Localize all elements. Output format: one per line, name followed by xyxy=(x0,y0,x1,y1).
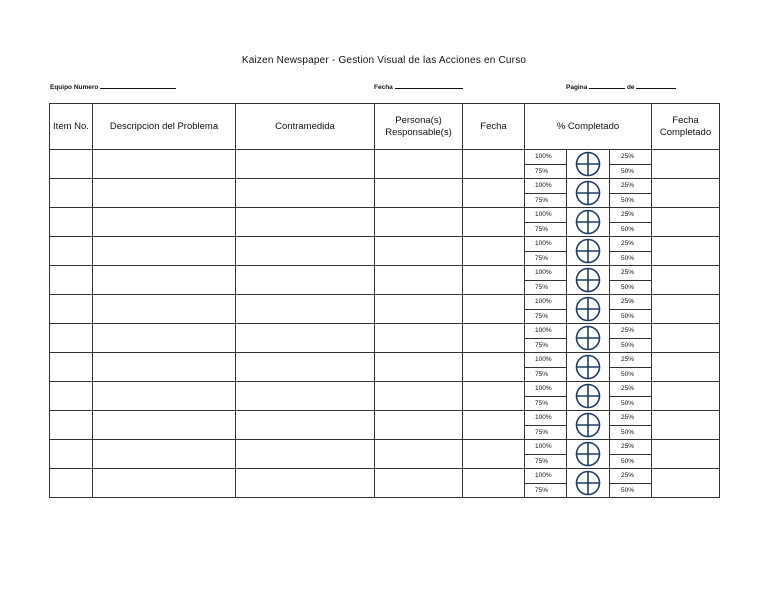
item-no-cell[interactable] xyxy=(50,353,93,382)
progress-right-labels xyxy=(609,295,651,323)
responsable-cell[interactable] xyxy=(375,266,463,295)
item-no-cell[interactable] xyxy=(50,469,93,498)
equipo-blank[interactable] xyxy=(100,82,176,89)
fecha-label: Fecha xyxy=(374,84,393,91)
progress-circle-holder xyxy=(567,440,609,468)
progress-right-labels xyxy=(609,150,651,178)
progress-right-labels xyxy=(609,208,651,236)
progress-circle-holder xyxy=(567,237,609,265)
fecha-cell[interactable] xyxy=(463,237,525,266)
pct-100-label[interactable]: 100% xyxy=(535,153,552,160)
pct-50-label[interactable]: 50% xyxy=(610,425,651,440)
responsable-cell[interactable] xyxy=(375,179,463,208)
progress-right-labels xyxy=(609,353,651,381)
table-row xyxy=(50,411,720,440)
pct-25-label[interactable]: 25% xyxy=(621,356,635,363)
item-no-cell[interactable] xyxy=(50,237,93,266)
pct-75-label[interactable]: 75% xyxy=(525,193,566,208)
progress-right-labels xyxy=(609,237,651,265)
item-no-cell[interactable] xyxy=(50,208,93,237)
pct-75-label[interactable]: 75% xyxy=(525,367,566,382)
descripcion-cell[interactable] xyxy=(93,353,236,382)
col-header-item-no: Item No. xyxy=(50,104,93,150)
contramedida-cell[interactable] xyxy=(236,411,375,440)
descripcion-cell[interactable] xyxy=(93,295,236,324)
progress-left-labels xyxy=(525,237,567,265)
quartered-circle-icon[interactable] xyxy=(575,209,601,235)
responsable-cell[interactable] xyxy=(375,237,463,266)
progress-widget xyxy=(525,150,651,178)
fecha-cell[interactable] xyxy=(463,295,525,324)
quartered-circle-icon[interactable] xyxy=(575,412,601,438)
progress-left-labels xyxy=(525,469,567,497)
pct-75-label[interactable]: 75% xyxy=(525,222,566,237)
table-row xyxy=(50,179,720,208)
progress-widget xyxy=(525,208,651,236)
quartered-circle-icon[interactable] xyxy=(575,151,601,177)
quartered-circle-icon[interactable] xyxy=(575,296,601,322)
quartered-circle-icon[interactable] xyxy=(575,470,601,496)
responsable-cell[interactable] xyxy=(375,382,463,411)
table-row xyxy=(50,295,720,324)
progress-circle-holder xyxy=(567,411,609,439)
item-no-cell[interactable] xyxy=(50,266,93,295)
progress-widget xyxy=(525,440,651,468)
header-row xyxy=(50,104,720,150)
table-row xyxy=(50,237,720,266)
quartered-circle-icon[interactable] xyxy=(575,238,601,264)
pagina-blank[interactable] xyxy=(589,82,625,89)
pct-50-label[interactable]: 50% xyxy=(610,280,651,295)
pct-25-label[interactable]: 25% xyxy=(621,153,635,160)
completado-cell xyxy=(525,440,652,469)
descripcion-cell[interactable] xyxy=(93,411,236,440)
fecha-cell[interactable] xyxy=(463,353,525,382)
pct-75-label[interactable]: 75% xyxy=(525,425,566,440)
quartered-circle-icon[interactable] xyxy=(575,354,601,380)
descripcion-cell[interactable] xyxy=(93,208,236,237)
progress-left-labels xyxy=(525,411,567,439)
progress-widget xyxy=(525,324,651,352)
contramedida-cell[interactable] xyxy=(236,382,375,411)
progress-circle-holder xyxy=(567,208,609,236)
pagina-field xyxy=(566,82,676,91)
completado-cell xyxy=(525,266,652,295)
quartered-circle-icon[interactable] xyxy=(575,441,601,467)
contramedida-cell[interactable] xyxy=(236,266,375,295)
progress-widget xyxy=(525,179,651,207)
pct-75-label[interactable]: 75% xyxy=(525,454,566,469)
col-header-descripcion: Descripcion del Problema xyxy=(93,104,236,150)
item-no-cell[interactable] xyxy=(50,179,93,208)
pct-50-label[interactable]: 50% xyxy=(610,396,651,411)
responsable-cell[interactable] xyxy=(375,208,463,237)
item-no-cell[interactable] xyxy=(50,382,93,411)
contramedida-cell[interactable] xyxy=(236,469,375,498)
table-row xyxy=(50,266,720,295)
item-no-cell[interactable] xyxy=(50,150,93,179)
fecha-blank[interactable] xyxy=(395,82,463,89)
responsable-cell[interactable] xyxy=(375,411,463,440)
quartered-circle-icon[interactable] xyxy=(575,325,601,351)
pct-100-label[interactable]: 100% xyxy=(535,211,552,218)
fecha-completado-cell[interactable] xyxy=(652,150,720,179)
completado-cell xyxy=(525,208,652,237)
descripcion-cell[interactable] xyxy=(93,237,236,266)
completado-cell xyxy=(525,179,652,208)
pct-25-label[interactable]: 25% xyxy=(621,327,635,334)
quartered-circle-icon[interactable] xyxy=(575,180,601,206)
fecha-completado-cell[interactable] xyxy=(652,353,720,382)
progress-circle-holder xyxy=(567,266,609,294)
pagina-label: Pagina xyxy=(566,84,588,91)
pct-25-label[interactable]: 25% xyxy=(621,182,635,189)
progress-right-labels xyxy=(609,440,651,468)
pct-25-label[interactable]: 25% xyxy=(621,298,635,305)
completado-cell xyxy=(525,469,652,498)
pct-50-label[interactable]: 50% xyxy=(610,338,651,353)
fecha-completado-cell[interactable] xyxy=(652,469,720,498)
table-row xyxy=(50,150,720,179)
pct-100-label[interactable]: 100% xyxy=(535,414,552,421)
pct-25-label[interactable]: 25% xyxy=(621,269,635,276)
pct-50-label[interactable]: 50% xyxy=(610,193,651,208)
pct-100-label[interactable]: 100% xyxy=(535,327,552,334)
table-row xyxy=(50,382,720,411)
responsable-cell[interactable] xyxy=(375,295,463,324)
pct-75-label[interactable]: 75% xyxy=(525,309,566,324)
table-row xyxy=(50,440,720,469)
pct-100-label[interactable]: 100% xyxy=(535,385,552,392)
responsable-cell[interactable] xyxy=(375,469,463,498)
completado-cell xyxy=(525,295,652,324)
pct-50-label[interactable]: 50% xyxy=(610,251,651,266)
progress-circle-holder xyxy=(567,295,609,323)
pct-100-label[interactable]: 100% xyxy=(535,182,552,189)
pct-100-label[interactable]: 100% xyxy=(535,443,552,450)
fecha-cell[interactable] xyxy=(463,324,525,353)
contramedida-cell[interactable] xyxy=(236,324,375,353)
fecha-cell[interactable] xyxy=(463,411,525,440)
progress-left-labels xyxy=(525,179,567,207)
table-row xyxy=(50,208,720,237)
fecha-completado-cell[interactable] xyxy=(652,382,720,411)
pct-50-label[interactable]: 50% xyxy=(610,483,651,498)
descripcion-cell[interactable] xyxy=(93,266,236,295)
contramedida-cell[interactable] xyxy=(236,353,375,382)
descripcion-cell[interactable] xyxy=(93,324,236,353)
table-row xyxy=(50,324,720,353)
fecha-completado-cell[interactable] xyxy=(652,295,720,324)
contramedida-cell[interactable] xyxy=(236,440,375,469)
progress-circle-holder xyxy=(567,150,609,178)
fecha-field xyxy=(374,82,463,91)
pct-25-label[interactable]: 25% xyxy=(621,211,635,218)
pct-50-label[interactable]: 50% xyxy=(610,309,651,324)
progress-circle-holder xyxy=(567,179,609,207)
progress-left-labels xyxy=(525,266,567,294)
fecha-completado-cell[interactable] xyxy=(652,266,720,295)
progress-left-labels xyxy=(525,324,567,352)
responsable-cell[interactable] xyxy=(375,150,463,179)
completado-cell xyxy=(525,324,652,353)
progress-right-labels xyxy=(609,179,651,207)
fecha-cell[interactable] xyxy=(463,440,525,469)
col-header-responsable: Persona(s) Responsable(s) xyxy=(375,104,463,150)
item-no-cell[interactable] xyxy=(50,440,93,469)
pct-50-label[interactable]: 50% xyxy=(610,222,651,237)
descripcion-cell[interactable] xyxy=(93,440,236,469)
pct-75-label[interactable]: 75% xyxy=(525,164,566,179)
fecha-cell[interactable] xyxy=(463,382,525,411)
progress-left-labels xyxy=(525,382,567,410)
completado-cell xyxy=(525,237,652,266)
pct-100-label[interactable]: 100% xyxy=(535,269,552,276)
pct-25-label[interactable]: 25% xyxy=(621,240,635,247)
descripcion-cell[interactable] xyxy=(93,382,236,411)
descripcion-cell[interactable] xyxy=(93,150,236,179)
pct-75-label[interactable]: 75% xyxy=(525,483,566,498)
pct-75-label[interactable]: 75% xyxy=(525,251,566,266)
pct-100-label[interactable]: 100% xyxy=(535,356,552,363)
pct-50-label[interactable]: 50% xyxy=(610,367,651,382)
progress-left-labels xyxy=(525,353,567,381)
responsable-cell[interactable] xyxy=(375,440,463,469)
descripcion-cell[interactable] xyxy=(93,179,236,208)
pct-100-label[interactable]: 100% xyxy=(535,240,552,247)
col-header-completado: % Completado xyxy=(525,104,652,150)
progress-circle-holder xyxy=(567,353,609,381)
item-no-cell[interactable] xyxy=(50,411,93,440)
progress-left-labels xyxy=(525,295,567,323)
progress-widget xyxy=(525,382,651,410)
progress-right-labels xyxy=(609,324,651,352)
progress-left-labels xyxy=(525,208,567,236)
contramedida-cell[interactable] xyxy=(236,179,375,208)
completado-cell xyxy=(525,382,652,411)
fecha-completado-cell[interactable] xyxy=(652,440,720,469)
progress-widget xyxy=(525,469,651,497)
progress-circle-holder xyxy=(567,382,609,410)
fecha-completado-cell[interactable] xyxy=(652,208,720,237)
fecha-cell[interactable] xyxy=(463,179,525,208)
progress-right-labels xyxy=(609,266,651,294)
pct-100-label[interactable]: 100% xyxy=(535,298,552,305)
table-row xyxy=(50,353,720,382)
pct-25-label[interactable]: 25% xyxy=(621,385,635,392)
progress-right-labels xyxy=(609,382,651,410)
progress-widget xyxy=(525,353,651,381)
responsable-cell[interactable] xyxy=(375,324,463,353)
progress-circle-holder xyxy=(567,469,609,497)
progress-widget xyxy=(525,237,651,265)
contramedida-cell[interactable] xyxy=(236,208,375,237)
progress-left-labels xyxy=(525,150,567,178)
fecha-cell[interactable] xyxy=(463,208,525,237)
pct-100-label[interactable]: 100% xyxy=(535,472,552,479)
progress-left-labels xyxy=(525,440,567,468)
item-no-cell[interactable] xyxy=(50,324,93,353)
item-no-cell[interactable] xyxy=(50,295,93,324)
completado-cell xyxy=(525,150,652,179)
progress-circle-holder xyxy=(567,324,609,352)
table-row xyxy=(50,469,720,498)
fecha-completado-cell[interactable] xyxy=(652,324,720,353)
contramedida-cell[interactable] xyxy=(236,237,375,266)
total-pages-blank[interactable] xyxy=(636,82,676,89)
equipo-field xyxy=(50,82,176,91)
fecha-completado-cell[interactable] xyxy=(652,411,720,440)
pct-75-label[interactable]: 75% xyxy=(525,396,566,411)
equipo-label: Equipo Numero xyxy=(50,84,99,91)
progress-widget xyxy=(525,295,651,323)
fecha-cell[interactable] xyxy=(463,469,525,498)
fecha-cell[interactable] xyxy=(463,150,525,179)
fecha-completado-cell[interactable] xyxy=(652,237,720,266)
quartered-circle-icon[interactable] xyxy=(575,267,601,293)
progress-widget xyxy=(525,411,651,439)
quartered-circle-icon[interactable] xyxy=(575,383,601,409)
pct-75-label[interactable]: 75% xyxy=(525,280,566,295)
col-header-fecha-completado: Fecha Completado xyxy=(652,104,720,150)
pct-25-label[interactable]: 25% xyxy=(621,414,635,421)
progress-right-labels xyxy=(609,469,651,497)
col-header-contramedida: Contramedida xyxy=(236,104,375,150)
descripcion-cell[interactable] xyxy=(93,469,236,498)
completado-cell xyxy=(525,353,652,382)
responsable-cell[interactable] xyxy=(375,353,463,382)
pct-50-label[interactable]: 50% xyxy=(610,454,651,469)
progress-right-labels xyxy=(609,411,651,439)
contramedida-cell[interactable] xyxy=(236,295,375,324)
actions-table xyxy=(49,103,720,498)
col-header-fecha: Fecha xyxy=(463,104,525,150)
de-label: de xyxy=(626,84,635,91)
completado-cell xyxy=(525,411,652,440)
fecha-completado-cell[interactable] xyxy=(652,179,720,208)
pct-25-label[interactable]: 25% xyxy=(621,443,635,450)
contramedida-cell[interactable] xyxy=(236,150,375,179)
pct-50-label[interactable]: 50% xyxy=(610,164,651,179)
pct-75-label[interactable]: 75% xyxy=(525,338,566,353)
fecha-cell[interactable] xyxy=(463,266,525,295)
pct-25-label[interactable]: 25% xyxy=(621,472,635,479)
progress-widget xyxy=(525,266,651,294)
page-title: Kaizen Newspaper - Gestion Visual de las Acciones en Curso xyxy=(241,55,527,66)
